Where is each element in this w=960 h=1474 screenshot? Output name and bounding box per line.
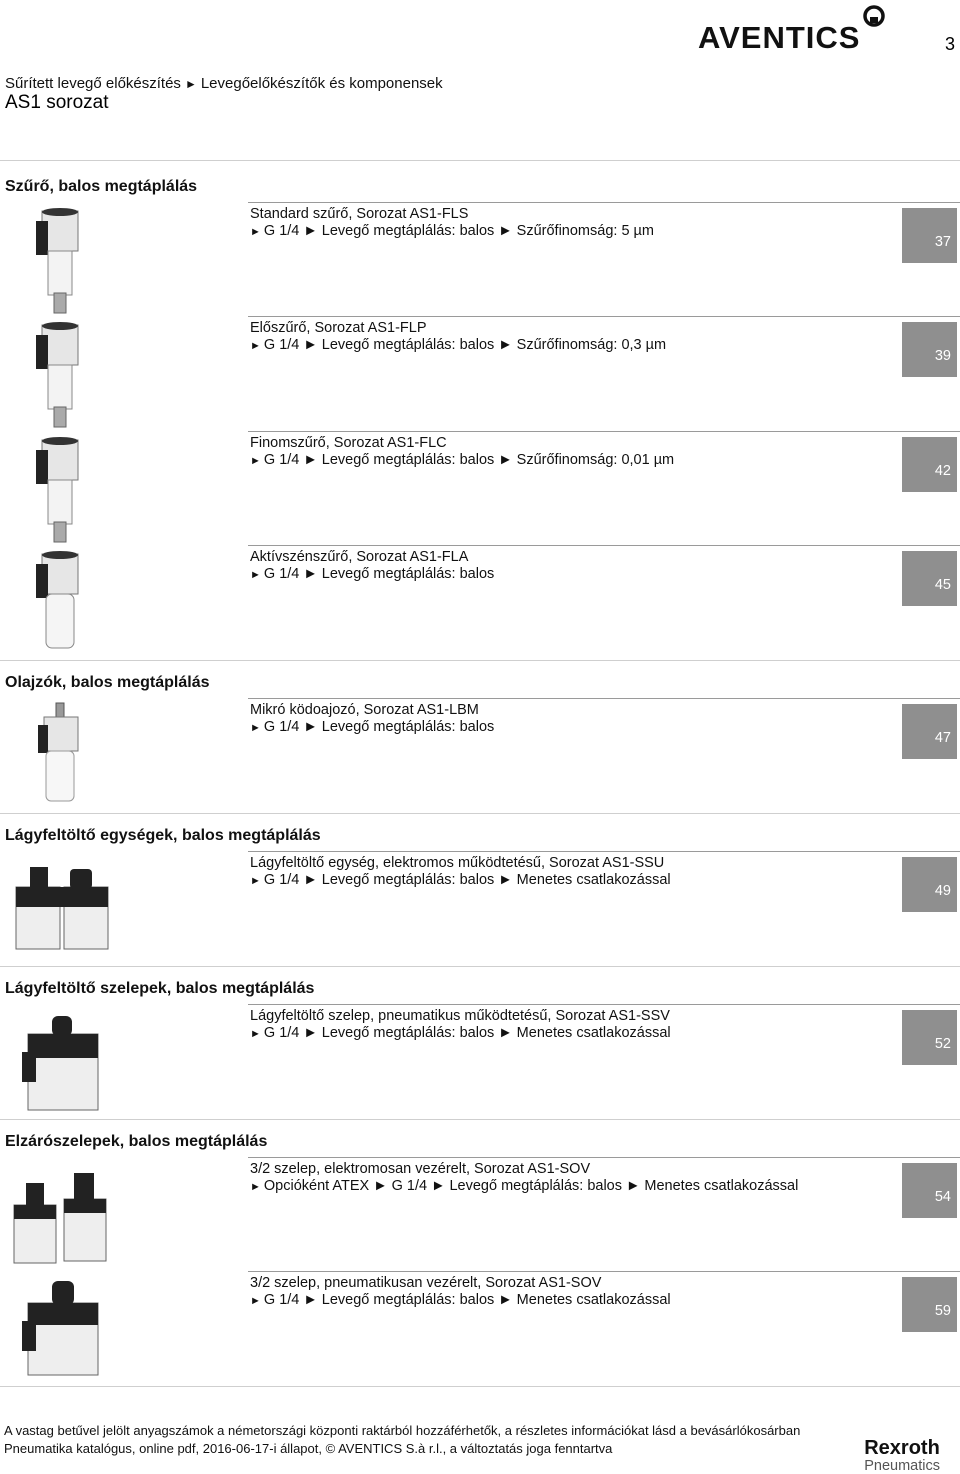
divider bbox=[0, 160, 960, 161]
divider bbox=[0, 1119, 960, 1120]
arrow-icon: ► bbox=[250, 1181, 261, 1193]
arrow-icon: ► bbox=[250, 455, 261, 467]
item-specs: ► G 1/4 ► Levegő megtáplálás: balos ► Szűrőfinomság: 0,3 µm bbox=[250, 337, 667, 353]
breadcrumb bbox=[5, 75, 443, 92]
arrow-icon: ► bbox=[250, 226, 261, 238]
item-title: Lágyfeltöltő szelep, pneumatikus működtetésű, Sorozat AS1-SSV bbox=[250, 1008, 670, 1024]
filter-image bbox=[14, 319, 104, 431]
item-specs: ► G 1/4 ► Levegő megtáplálás: balos ► Menetes csatlakozással bbox=[250, 872, 671, 888]
item-specs: ► G 1/4 ► Levegő megtáplálás: balos bbox=[250, 719, 495, 735]
page-link[interactable]: 47 bbox=[902, 704, 957, 759]
item-title: Lágyfeltöltő egység, elektromos működtetésű, Sorozat AS1-SSU bbox=[250, 855, 665, 871]
soft-start-unit-image bbox=[10, 861, 120, 957]
arrow-icon: ► bbox=[250, 875, 261, 887]
aventics-logo bbox=[698, 4, 888, 52]
breadcrumb-part2[interactable]: Levegőelőkészítők és komponensek bbox=[200, 75, 443, 92]
item-specs: ► Opcióként ATEX ► G 1/4 ► Levegő megtáplálás: balos ► Menetes csatlakozással bbox=[250, 1178, 799, 1194]
section-title-filters: Szűrő, balos megtáplálás bbox=[5, 178, 198, 195]
item-title: Standard szűrő, Sorozat AS1-FLS bbox=[250, 206, 469, 222]
page-title: AS1 sorozat bbox=[5, 92, 109, 113]
divider bbox=[0, 1386, 960, 1387]
page-number: 3 bbox=[944, 34, 955, 54]
arrow-icon: ► bbox=[250, 1295, 261, 1307]
arrow-icon: ► bbox=[184, 77, 197, 91]
item-title: Előszűrő, Sorozat AS1-FLP bbox=[250, 320, 427, 336]
page-link[interactable]: 42 bbox=[902, 437, 957, 492]
logo-text: AVENTICS bbox=[698, 20, 861, 52]
page-link[interactable]: 45 bbox=[902, 551, 957, 606]
item-specs: ► G 1/4 ► Levegő megtáplálás: balos ► Szűrőfinomság: 5 µm bbox=[250, 223, 654, 239]
shut-off-valve-image bbox=[10, 1165, 120, 1269]
item-specs: ► G 1/4 ► Levegő megtáplálás: balos ► Szűrőfinomság: 0,01 µm bbox=[250, 452, 675, 468]
rexroth-logo: Rexroth Pneumatics bbox=[864, 1437, 940, 1474]
arrow-icon: ► bbox=[250, 569, 261, 581]
item-title: Mikró ködoajozó, Sorozat AS1-LBM bbox=[250, 702, 479, 718]
filter-image bbox=[14, 205, 104, 317]
lubricator-image bbox=[14, 701, 104, 809]
item-specs: ► G 1/4 ► Levegő megtáplálás: balos bbox=[250, 566, 495, 582]
page-link[interactable]: 49 bbox=[902, 857, 957, 912]
item-specs: ► G 1/4 ► Levegő megtáplálás: balos ► Menetes csatlakozással bbox=[250, 1292, 671, 1308]
divider bbox=[0, 660, 960, 661]
page-link[interactable]: 59 bbox=[902, 1277, 957, 1332]
page-link[interactable]: 54 bbox=[902, 1163, 957, 1218]
arrow-icon: ► bbox=[250, 722, 261, 734]
page-link[interactable]: 39 bbox=[902, 322, 957, 377]
section-title-soft-start-valves: Lágyfeltöltő szelepek, balos megtáplálás bbox=[5, 980, 315, 997]
section-title-soft-start-units: Lágyfeltöltő egységek, balos megtáplálás bbox=[5, 827, 321, 844]
page-link[interactable]: 37 bbox=[902, 208, 957, 263]
item-specs: ► G 1/4 ► Levegő megtáplálás: balos ► Menetes csatlakozással bbox=[250, 1025, 671, 1041]
item-title: Finomszűrő, Sorozat AS1-FLC bbox=[250, 435, 447, 451]
shut-off-valve-image bbox=[14, 1275, 114, 1379]
divider bbox=[0, 966, 960, 967]
item-title: 3/2 szelep, pneumatikusan vezérelt, Sorozat AS1-SOV bbox=[250, 1275, 602, 1291]
arrow-icon: ► bbox=[250, 1028, 261, 1040]
breadcrumb-part1[interactable]: Sűrített levegő előkészítés bbox=[5, 75, 181, 92]
section-title-shut-off-valves: Elzárószelepek, balos megtáplálás bbox=[5, 1133, 268, 1150]
item-title: 3/2 szelep, elektromosan vezérelt, Sorozat AS1-SOV bbox=[250, 1161, 591, 1177]
filter-image bbox=[14, 548, 104, 656]
footer-note: A vastag betűvel jelölt anyagszámok a németországi központi raktárból hozzáférhetők, a részletes információkat lásd a bevásárlókosárban bbox=[4, 1423, 801, 1438]
page-link[interactable]: 52 bbox=[902, 1010, 957, 1065]
section-title-lubricators: Olajzók, balos megtáplálás bbox=[5, 674, 210, 691]
footer bbox=[4, 1422, 804, 1458]
divider bbox=[0, 813, 960, 814]
item-title: Aktívszénszűrő, Sorozat AS1-FLA bbox=[250, 549, 469, 565]
footer-catalog: Pneumatika katalógus, online pdf, 2016-06-17-i állapot, © AVENTICS S.à r.l., a változtatás joga fenntartva bbox=[4, 1441, 613, 1456]
arrow-icon: ► bbox=[250, 340, 261, 352]
soft-start-valve-image bbox=[14, 1010, 114, 1114]
filter-image bbox=[14, 434, 104, 546]
